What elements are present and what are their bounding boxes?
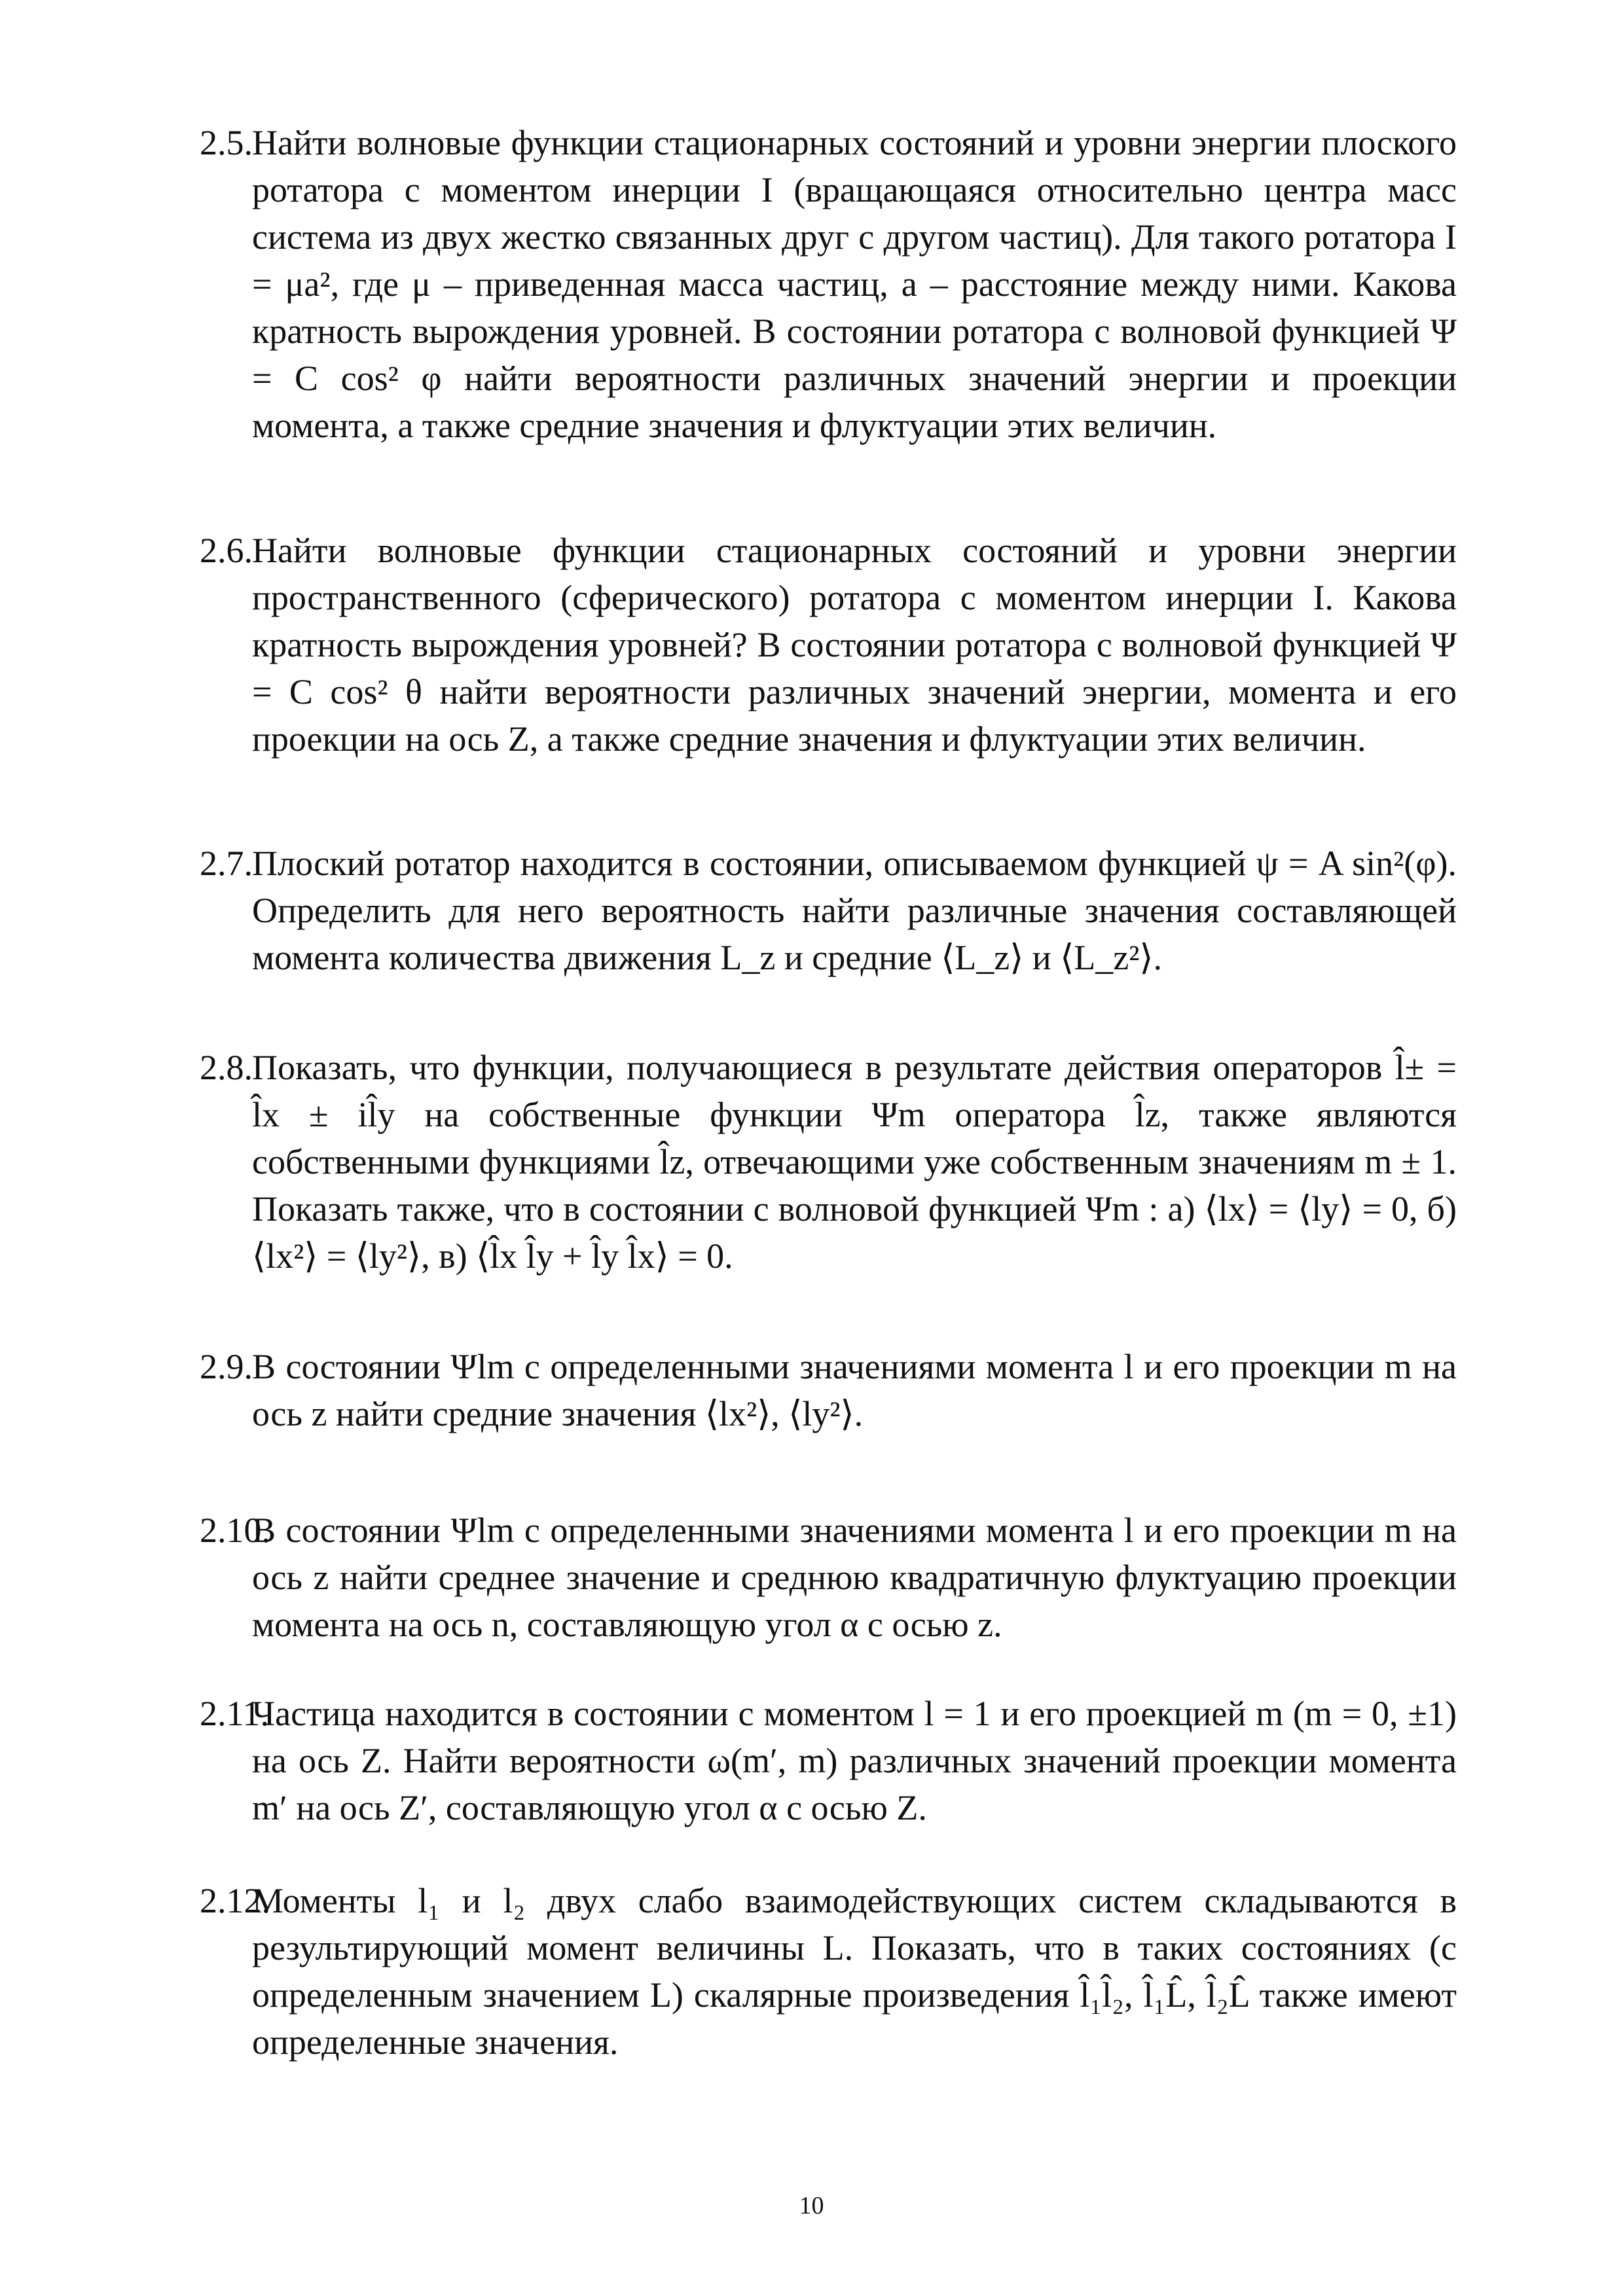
problem-number: 2.7. [200,844,253,883]
problem-2-7 [200,840,1457,981]
problem-text: Плоский ротатор находится в состоянии, описываемом функцией ψ = A sin²(φ). Определить для него вероятность найти различные значения составляющей момента количества движения L_z и средние ⟨L_z⟩ и ⟨L_z²⟩. [252,844,1457,977]
problem-text: Моменты l₁ и l₂ двух слабо взаимодействующих систем складываются в результирующий момент величины L. Показать, что в таких состояниях (с определенным значением L) скалярные произведения l̂₁l̂₂, l̂₁L̂, l̂₂L̂ также имеют определенные значения. [252,1881,1457,2062]
problem-text: В состоянии Ψlm с определенными значениями момента l и его проекции m на ось z найти среднее значение и среднюю квадратичную флуктуацию проекции момента на ось n, составляющую угол α с осью z. [252,1511,1457,1644]
problem-2-6 [200,527,1457,762]
problem-text: В состоянии Ψlm с определенными значениями момента l и его проекции m на ось z найти средние значения ⟨lx²⟩, ⟨ly²⟩. [252,1347,1457,1433]
problem-number: 2.10. [200,1511,270,1550]
problem-number: 2.5. [200,123,253,162]
problem-2-12 [200,1877,1457,2066]
problem-2-8 [200,1044,1457,1280]
problem-number: 2.11. [200,1694,269,1733]
problem-2-11 [200,1690,1457,1831]
problem-number: 2.12. [200,1881,270,1920]
problem-number: 2.9. [200,1347,253,1386]
problem-2-9 [200,1343,1457,1437]
page-number: 10 [799,2192,824,2219]
problem-number: 2.8. [200,1048,253,1087]
problem-text: Частица находится в состоянии с моментом l = 1 и его проекцией m (m = 0, ±1) на ось Z. Найти вероятности ω(m′, m) различных значений проекции момента m′ на ось Z′, составляющую угол α с осью Z. [252,1694,1457,1827]
problem-number: 2.6. [200,531,253,570]
problem-2-5 [200,119,1457,449]
problem-text: Найти волновые функции стационарных состояний и уровни энергии пространственного (сферического) ротатора с моментом инерции I. Какова кратность вырождения уровней? В состоянии ротатора с волновой функцией Ψ = C cos² θ найти вероятности различных значений энергии, момента и его проекции на ось Z, а также средние значения и флуктуации этих величин. [252,531,1457,759]
problem-text: Найти волновые функции стационарных состояний и уровни энергии плоского ротатора с моментом инерции I (вращающаяся относительно центра масс система из двух жестко связанных друг с другом частиц). Для такого ротатора I = μa², где μ – приведенная масса частиц, a – расстояние между ними. Какова кратность вырождения уровней. В состоянии ротатора с волновой функцией Ψ = C cos² φ найти вероятности различных значений энергии и проекции момента, а также средние значения и флуктуации этих величин. [252,123,1457,445]
problem-2-10 [200,1507,1457,1648]
problem-text: Показать, что функции, получающиеся в результате действия операторов l̂± = l̂x ± il̂y на собственные функции Ψm оператора l̂z, также являются собственными функциями l̂z, отвечающими уже собственным значениям m ± 1. Показать также, что в состоянии с волновой функцией Ψm : а) ⟨lx⟩ = ⟨ly⟩ = 0, б) ⟨lx²⟩ = ⟨ly²⟩, в) ⟨l̂x l̂y + l̂y l̂x⟩ = 0. [252,1048,1457,1276]
